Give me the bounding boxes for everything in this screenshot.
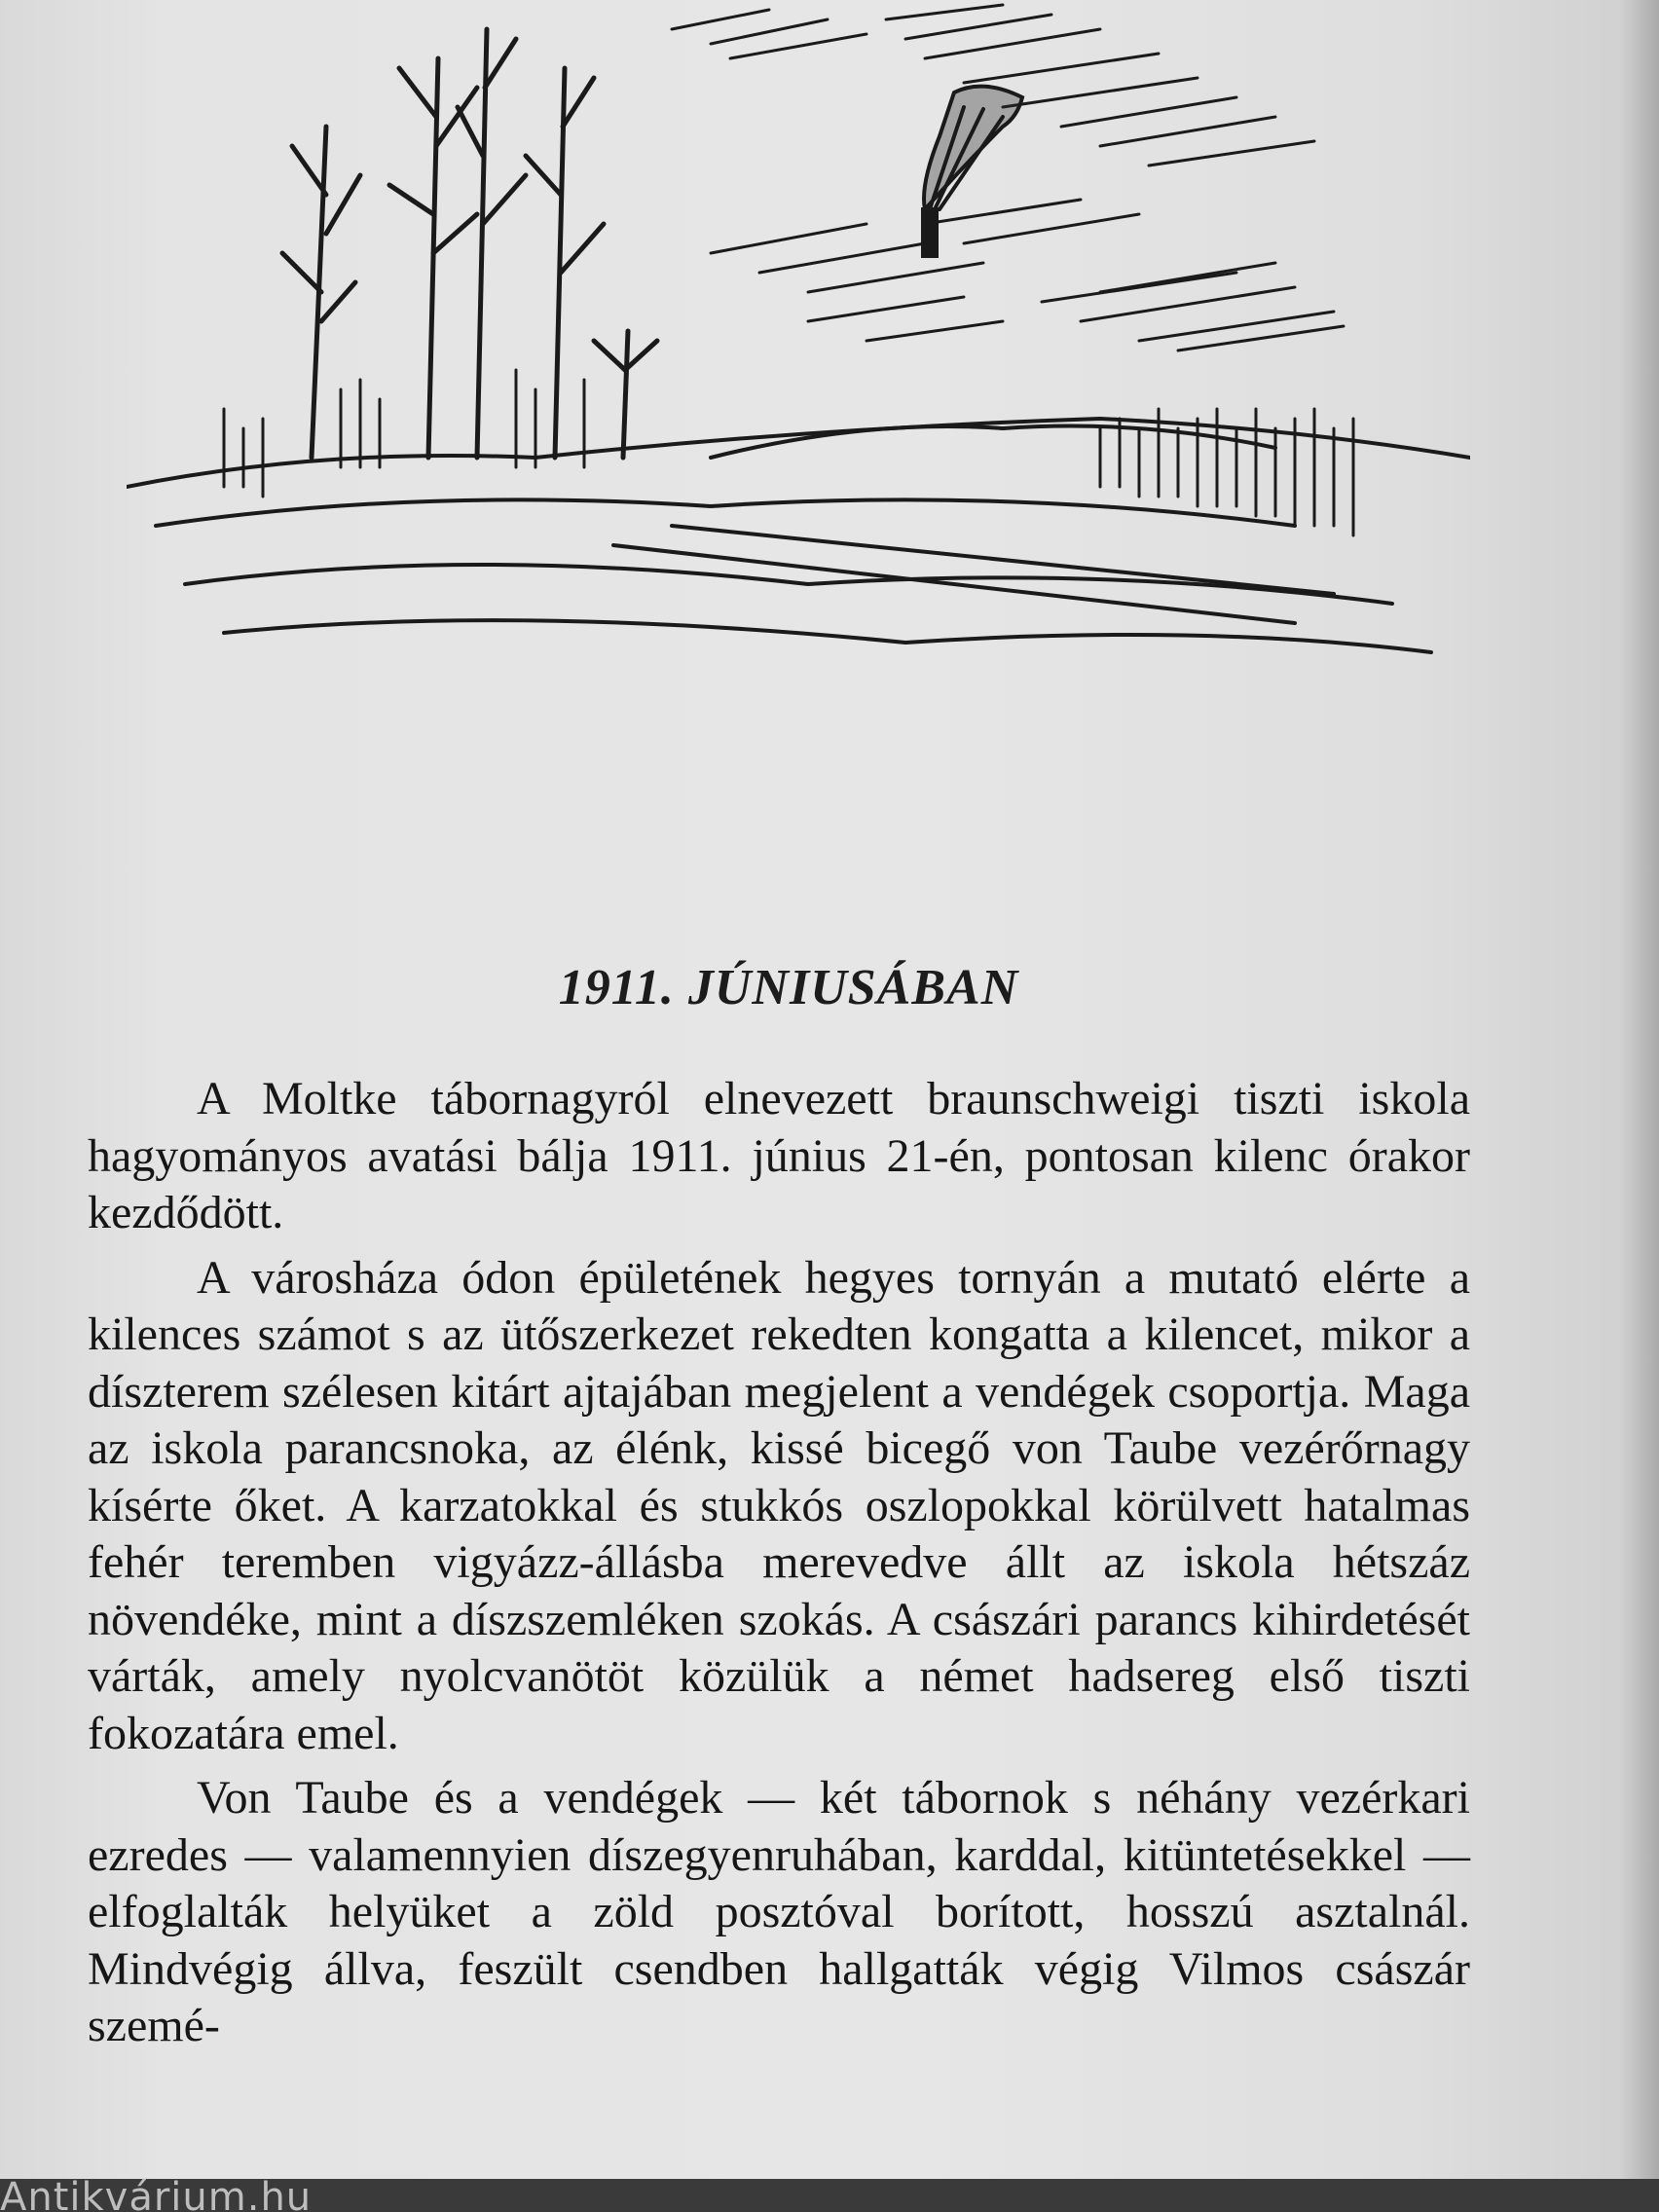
- page-edge-shadow: [1620, 0, 1659, 2212]
- parachute-landscape-illustration: [127, 0, 1470, 691]
- parachute: [923, 87, 1022, 256]
- paragraph-3: Von Taube és a vendégek — két tábornok s néhány vezérkari ezredes — valamennyien díszegyenruhában, karddal, kitüntetésekkel — elfoglalták helyüket a zöld posztóval borított, hosszú asztalnál. Mindvégig állva, feszült csendben hallgatták végig Vilmos császár szemé-: [88, 1772, 1470, 2051]
- paragraph-1: A Moltke tábornagyról elnevezett braunschweigi tiszti iskola hagyományos avatási bálja 1911. június 21-én, pontosan kilenc órakor kezdődött.: [88, 1073, 1470, 1238]
- body-text: [88, 1071, 1470, 2063]
- ground: [127, 419, 1470, 652]
- trees: [282, 29, 657, 458]
- watermark: Antikvárium.hu: [0, 2175, 313, 2212]
- chapter-title: 1911. JÚNIUSÁBAN: [558, 960, 1019, 1015]
- treeline: [224, 370, 1353, 535]
- paragraph-2: A városháza ódon épületének hegyes tornyán a mutató elérte a kilences számot s az ütőszerkezet rekedten kongatta a kilencet, mikor a díszterem szélesen kitárt ajtajában megjelent a vendégek csoportja. Maga az iskola parancsnoka, az élénk, kissé bicegő von Taube vezérőrnagy kísérte őket. A karzatokkal és stukkós oszlopokkal körülvett hatalmas fehér teremben vigyázz-állásba merevedve állt az iskola hétszáz növendéke, mint a díszszemléken szokás. A császári parancs kihirdetését várták, amely nyolcvanötöt közülük a német hadsereg első tiszti fokozatára emel.: [88, 1251, 1470, 1759]
- sky-hatching: [672, 5, 1344, 350]
